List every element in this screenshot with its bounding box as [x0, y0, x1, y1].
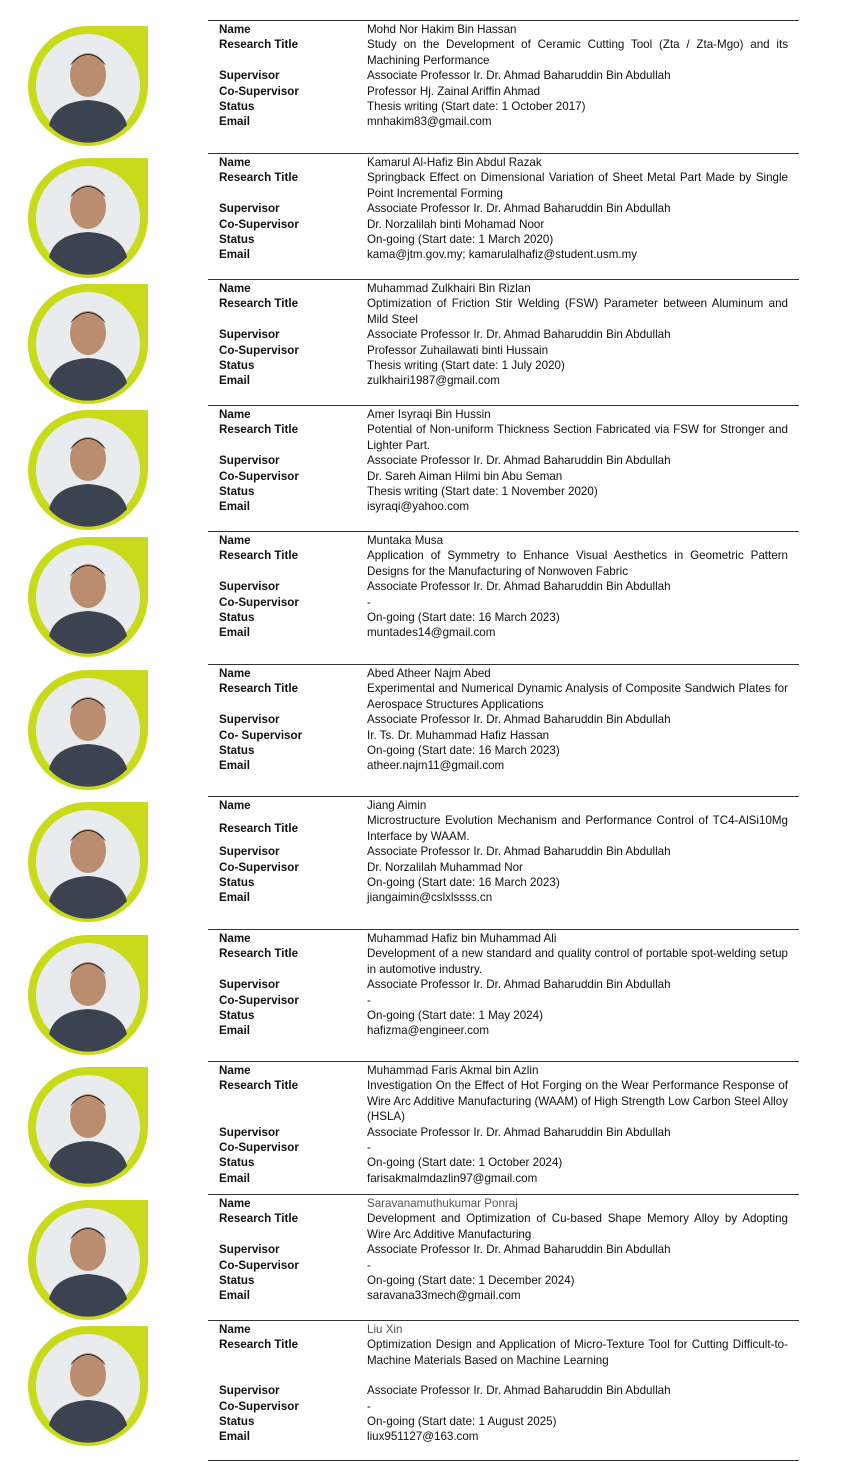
student-info — [208, 153, 799, 263]
student-photo — [21, 533, 152, 659]
status-label: Status — [219, 100, 255, 114]
email-label: Email — [219, 759, 250, 773]
supervisor: Associate Professor Ir. Dr. Ahmad Baharuddin Bin Abdullah — [367, 713, 671, 727]
email: mnhakim83@gmail.com — [367, 115, 492, 129]
status: On-going (Start date: 1 December 2024) — [367, 1274, 575, 1288]
research-title: Experimental and Numerical Dynamic Analysis of Composite Sandwich Plates for Aerospace Structures Applications — [367, 682, 788, 711]
co-supervisor-label: Co-Supervisor — [219, 1399, 299, 1413]
supervisor-label: Supervisor — [219, 69, 280, 83]
research-title: Investigation On the Effect of Hot Forging on the Wear Performance Response of Wire Arc Additive Manufacturing (WAAM) of High Strength Low Carbon Steel Alloy (HSLA) — [367, 1079, 788, 1124]
student-info — [208, 1320, 799, 1445]
status-label: Status — [219, 1415, 255, 1429]
status-label: Status — [219, 1156, 255, 1170]
student-info — [208, 20, 799, 130]
student-name: Amer Isyraqi Bin Hussin — [367, 408, 491, 421]
co-supervisor: - — [367, 1258, 371, 1272]
name-label: Name — [219, 932, 251, 945]
email: saravana33mech@gmail.com — [367, 1289, 521, 1303]
research-title-label: Research Title — [219, 1338, 299, 1352]
email: jiangaimin@cslxlssss.cn — [367, 891, 493, 905]
supervisor: Associate Professor Ir. Dr. Ahmad Baharuddin Bin Abdullah — [367, 580, 671, 594]
co-supervisor: - — [367, 993, 371, 1007]
co-supervisor-label: Co-Supervisor — [219, 595, 299, 609]
supervisor-label: Supervisor — [219, 202, 280, 216]
research-title-label: Research Title — [219, 1079, 299, 1093]
supervisor-label: Supervisor — [219, 713, 280, 727]
co-supervisor-label: Co-Supervisor — [219, 217, 299, 231]
student-name: Jiang Aimin — [367, 799, 427, 812]
co-supervisor: Dr. Norzalilah binti Mohamad Noor — [367, 217, 545, 231]
supervisor-label: Supervisor — [219, 1243, 280, 1257]
status-label: Status — [219, 876, 255, 890]
supervisor-label: Supervisor — [219, 328, 280, 342]
student-info — [208, 664, 799, 774]
co-supervisor-label: Co-Supervisor — [219, 1258, 299, 1272]
name-label: Name — [219, 1323, 251, 1336]
supervisor-label: Supervisor — [219, 1384, 280, 1398]
student-name: Muhammad Hafiz bin Muhammad Ali — [367, 932, 557, 945]
student-name: Abed Atheer Najm Abed — [367, 667, 491, 680]
student-photo — [21, 280, 152, 406]
co-supervisor: Ir. Ts. Dr. Muhammad Hafiz Hassan — [367, 728, 550, 742]
student-info — [208, 929, 799, 1039]
email-label: Email — [219, 374, 250, 388]
supervisor-label: Supervisor — [219, 454, 280, 468]
email: isyraqi@yahoo.com — [367, 500, 469, 514]
status: On-going (Start date: 1 March 2020) — [367, 233, 554, 247]
status: Thesis writing (Start date: 1 July 2020) — [367, 359, 565, 373]
name-label: Name — [219, 534, 251, 547]
email-label: Email — [219, 626, 250, 640]
email-label: Email — [219, 891, 250, 905]
bottom-divider — [208, 1460, 799, 1461]
research-title: Development of a new standard and quality control of portable spot-welding setup in automotive industry. — [367, 947, 788, 976]
status: On-going (Start date: 1 October 2024) — [367, 1156, 563, 1170]
name-label: Name — [219, 1197, 251, 1210]
name-label: Name — [219, 23, 251, 36]
email-label: Email — [219, 115, 250, 129]
email: atheer.najm11@gmail.com — [367, 759, 505, 773]
student-photo — [21, 154, 152, 280]
status-label: Status — [219, 485, 255, 499]
supervisor: Associate Professor Ir. Dr. Ahmad Baharuddin Bin Abdullah — [367, 69, 671, 83]
student-name: Saravanamuthukumar Ponraj — [367, 1197, 518, 1210]
student-photo — [21, 931, 152, 1057]
student-info — [208, 796, 799, 906]
email-label: Email — [219, 1289, 250, 1303]
email: liux951127@163.com — [367, 1430, 479, 1444]
supervisor-label: Supervisor — [219, 845, 280, 859]
email: kama@jtm.gov.my; kamarulalhafiz@student.usm.my — [367, 248, 638, 262]
research-title-label: Research Title — [219, 1212, 299, 1226]
research-title: Optimization of Friction Stir Welding (FSW) Parameter between Aluminum and Mild Steel — [367, 297, 788, 326]
status: Thesis writing (Start date: 1 November 2020) — [367, 485, 598, 499]
co-supervisor-label: Co-Supervisor — [219, 993, 299, 1007]
email-label: Email — [219, 1430, 250, 1444]
co-supervisor-label: Co-Supervisor — [219, 860, 299, 874]
student-name: Muntaka Musa — [367, 534, 444, 547]
research-title-label: Research Title — [219, 38, 299, 52]
name-label: Name — [219, 667, 251, 680]
supervisor: Associate Professor Ir. Dr. Ahmad Baharuddin Bin Abdullah — [367, 328, 671, 342]
status-label: Status — [219, 1009, 255, 1023]
email: muntades14@gmail.com — [367, 626, 496, 640]
status-label: Status — [219, 611, 255, 625]
email: zulkhairi1987@gmail.com — [367, 374, 500, 388]
name-label: Name — [219, 1064, 251, 1077]
co-supervisor-label: Co-Supervisor — [219, 84, 299, 98]
status-label: Status — [219, 1274, 255, 1288]
supervisor: Associate Professor Ir. Dr. Ahmad Baharuddin Bin Abdullah — [367, 454, 671, 468]
student-name: Muhammad Faris Akmal bin Azlin — [367, 1064, 539, 1077]
email-label: Email — [219, 500, 250, 514]
name-label: Name — [219, 282, 251, 295]
student-photo — [21, 798, 152, 924]
co-supervisor: Professor Zuhailawati binti Hussain — [367, 343, 549, 357]
email-label: Email — [219, 248, 250, 262]
email: hafizma@engineer.com — [367, 1024, 489, 1038]
co-supervisor-label: Co- Supervisor — [219, 728, 303, 742]
co-supervisor-label: Co-Supervisor — [219, 1141, 299, 1155]
email: farisakmalmdazlin97@gmail.com — [367, 1171, 538, 1185]
research-title: Optimization Design and Application of Micro-Texture Tool for Cutting Difficult-to-Machine Materials Based on Machine Learning — [367, 1338, 788, 1367]
student-photo — [21, 666, 152, 792]
student-photo — [21, 406, 152, 532]
student-info — [208, 279, 799, 389]
co-supervisor-label: Co-Supervisor — [219, 469, 299, 483]
research-title-label: Research Title — [219, 171, 299, 185]
student-info — [208, 1194, 799, 1304]
research-title-label: Research Title — [219, 423, 299, 437]
student-photo — [21, 22, 152, 148]
student-photo — [21, 1322, 152, 1448]
supervisor: Associate Professor Ir. Dr. Ahmad Baharuddin Bin Abdullah — [367, 1243, 671, 1257]
supervisor: Associate Professor Ir. Dr. Ahmad Baharuddin Bin Abdullah — [367, 978, 671, 992]
research-title: Potential of Non-uniform Thickness Section Fabricated via FSW for Stronger and Lighter Part. — [367, 423, 788, 452]
student-name: Muhammad Zulkhairi Bin Rizlan — [367, 282, 531, 295]
supervisor-label: Supervisor — [219, 978, 280, 992]
status-label: Status — [219, 359, 255, 373]
research-title-label: Research Title — [219, 682, 299, 696]
student-photo — [21, 1063, 152, 1189]
status: On-going (Start date: 16 March 2023) — [367, 876, 560, 890]
status: On-going (Start date: 16 March 2023) — [367, 611, 560, 625]
student-info — [208, 1061, 799, 1186]
research-title: Microstructure Evolution Mechanism and Performance Control of TC4-AlSi10Mg Interface by WAAM. — [367, 814, 788, 843]
research-title-label: Research Title — [219, 297, 299, 311]
supervisor: Associate Professor Ir. Dr. Ahmad Baharuddin Bin Abdullah — [367, 1125, 671, 1139]
research-title-label: Research Title — [219, 549, 299, 563]
research-title-label: Research Title — [219, 822, 299, 836]
status: Thesis writing (Start date: 1 October 2017) — [367, 100, 586, 114]
student-name: Kamarul Al-Hafiz Bin Abdul Razak — [367, 156, 542, 169]
email-label: Email — [219, 1024, 250, 1038]
name-label: Name — [219, 408, 251, 421]
status: On-going (Start date: 16 March 2023) — [367, 744, 560, 758]
research-title-label: Research Title — [219, 947, 299, 961]
student-photo — [21, 1196, 152, 1322]
student-info — [208, 531, 799, 641]
status-label: Status — [219, 744, 255, 758]
name-label: Name — [219, 156, 251, 169]
student-info — [208, 405, 799, 515]
supervisor: Associate Professor Ir. Dr. Ahmad Baharuddin Bin Abdullah — [367, 202, 671, 216]
student-name: Liu Xin — [367, 1323, 403, 1336]
research-title: Application of Symmetry to Enhance Visual Aesthetics in Geometric Pattern Designs for the Manufacturing of Nonwoven Fabric — [367, 549, 788, 578]
co-supervisor-label: Co-Supervisor — [219, 343, 299, 357]
name-label: Name — [219, 799, 251, 812]
status: On-going (Start date: 1 May 2024) — [367, 1009, 543, 1023]
research-title: Study on the Development of Ceramic Cutting Tool (Zta / Zta-Mgo) and its Machining Performance — [367, 38, 788, 67]
co-supervisor: - — [367, 1399, 371, 1413]
email-label: Email — [219, 1171, 250, 1185]
co-supervisor: - — [367, 595, 371, 609]
co-supervisor: Dr. Sareh Aiman Hilmi bin Abu Seman — [367, 469, 563, 483]
status: On-going (Start date: 1 August 2025) — [367, 1415, 557, 1429]
supervisor-label: Supervisor — [219, 1125, 280, 1139]
student-name: Mohd Nor Hakim Bin Hassan — [367, 23, 517, 36]
supervisor: Associate Professor Ir. Dr. Ahmad Baharuddin Bin Abdullah — [367, 1384, 671, 1398]
supervisor: Associate Professor Ir. Dr. Ahmad Baharuddin Bin Abdullah — [367, 845, 671, 859]
supervisor-label: Supervisor — [219, 580, 280, 594]
co-supervisor: Professor Hj. Zainal Ariffin Ahmad — [367, 84, 541, 98]
co-supervisor: - — [367, 1141, 371, 1155]
status-label: Status — [219, 233, 255, 247]
research-title: Springback Effect on Dimensional Variation of Sheet Metal Part Made by Single Point Incremental Forming — [367, 171, 788, 200]
co-supervisor: Dr. Norzalilah Muhammad Nor — [367, 860, 523, 874]
research-title: Development and Optimization of Cu-based Shape Memory Alloy by Adopting Wire Arc Additive Manufacturing — [367, 1212, 788, 1241]
